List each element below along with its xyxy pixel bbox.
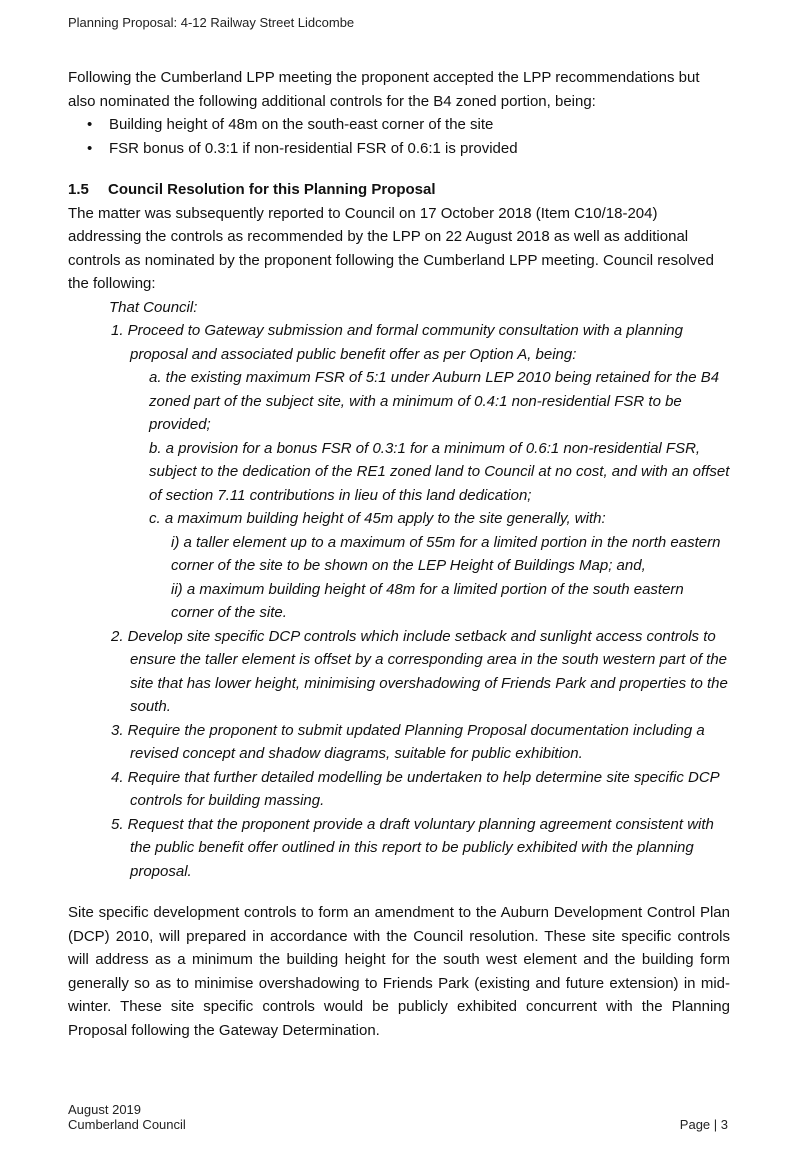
resolution-item-3: 3. Require the proponent to submit updated Planning Proposal documentation including a revised concept and shadow diagrams, suitable for public exhibition. <box>111 721 705 762</box>
resolution-item-1c: c. a maximum building height of 45m apply to the site generally, with: <box>149 510 606 527</box>
section-title: Council Resolution for this Planning Proposal <box>108 181 436 198</box>
council-resolution <box>68 296 730 884</box>
bullet-icon: • <box>87 139 93 157</box>
footer-organisation: Cumberland Council <box>68 1117 186 1132</box>
resolution-item-1c-ii: ii) a maximum building height of 48m for a limited portion of the south eastern corner of the site. <box>171 580 684 621</box>
intro-paragraph: Following the Cumberland LPP meeting the proponent accepted the LPP recommendations but also nominated the following additional controls for the B4 zoned portion, being: <box>68 69 700 110</box>
closing-paragraph: Site specific development controls to form an amendment to the Auburn Development Control Plan (DCP) 2010, will prepared in accordance with the Council resolution. These site specific controls will address as a minimum the building height for the south west element and the building form generally so as to minimise overshadowing to Friends Park (existing and future extension) in mid-winter. These site specific controls would be publicly exhibited concurrent with the Planning Proposal following the Gateway Determination. <box>68 904 730 1039</box>
list-item: • Building height of 48m on the south-east corner of the site <box>68 113 730 137</box>
page-number: Page | 3 <box>679 1117 728 1132</box>
resolution-lead: That Council: <box>109 298 198 316</box>
additional-controls-list <box>68 113 730 160</box>
resolution-item-1c-i: i) a taller element up to a maximum of 55m for a limited portion in the north eastern corner of the site to be shown on the LEP Height of Buildings Map; and, <box>171 533 721 574</box>
section-intro-paragraph: The matter was subsequently reported to Council on 17 October 2018 (Item C10/18-204) addressing the controls as recommended by the LPP on 22 August 2018 as well as additional controls as nominated by the proponent following the Cumberland LPP meeting. Council resolved the following: <box>68 204 714 292</box>
resolution-item-1: 1. Proceed to Gateway submission and formal community consultation with a planning proposal and associated public benefit offer as per Option A, being: <box>111 322 683 363</box>
resolution-item-2: 2. Develop site specific DCP controls which include setback and sunlight access controls to ensure the taller element is offset by a corresponding area in the south western part of the site that has lower height, minimising overshadowing of Friends Park and properties to the south. <box>111 627 728 715</box>
footer <box>68 1102 186 1132</box>
document-body <box>68 66 730 1042</box>
section-number: 1.5 <box>68 181 89 198</box>
footer-date: August 2019 <box>68 1102 142 1117</box>
running-header: Planning Proposal: 4-12 Railway Street Lidcombe <box>68 15 355 30</box>
resolution-item-5: 5. Request that the proponent provide a draft voluntary planning agreement consistent with the public benefit offer outlined in this report to be publicly exhibited with the planning proposal. <box>111 815 714 880</box>
resolution-item-4: 4. Require that further detailed modelling be undertaken to help determine site specific DCP controls for building massing. <box>111 768 720 809</box>
resolution-item-1a: a. the existing maximum FSR of 5:1 under Auburn LEP 2010 being retained for the B4 zoned part of the subject site, with a minimum of 0.4:1 non-residential FSR to be provided; <box>149 369 720 433</box>
section-heading <box>68 178 730 202</box>
bullet-icon: • <box>87 116 93 133</box>
list-item: • FSR bonus of 0.3:1 if non-residential FSR of 0.6:1 is provided <box>68 137 730 161</box>
resolution-item-1b: b. a provision for a bonus FSR of 0.3:1 for a minimum of 0.6:1 non-residential FSR, subject to the dedication of the RE1 zoned land to Council at no cost, and with an offset of section 7.11 contributions in lieu of this land dedication; <box>149 439 730 504</box>
